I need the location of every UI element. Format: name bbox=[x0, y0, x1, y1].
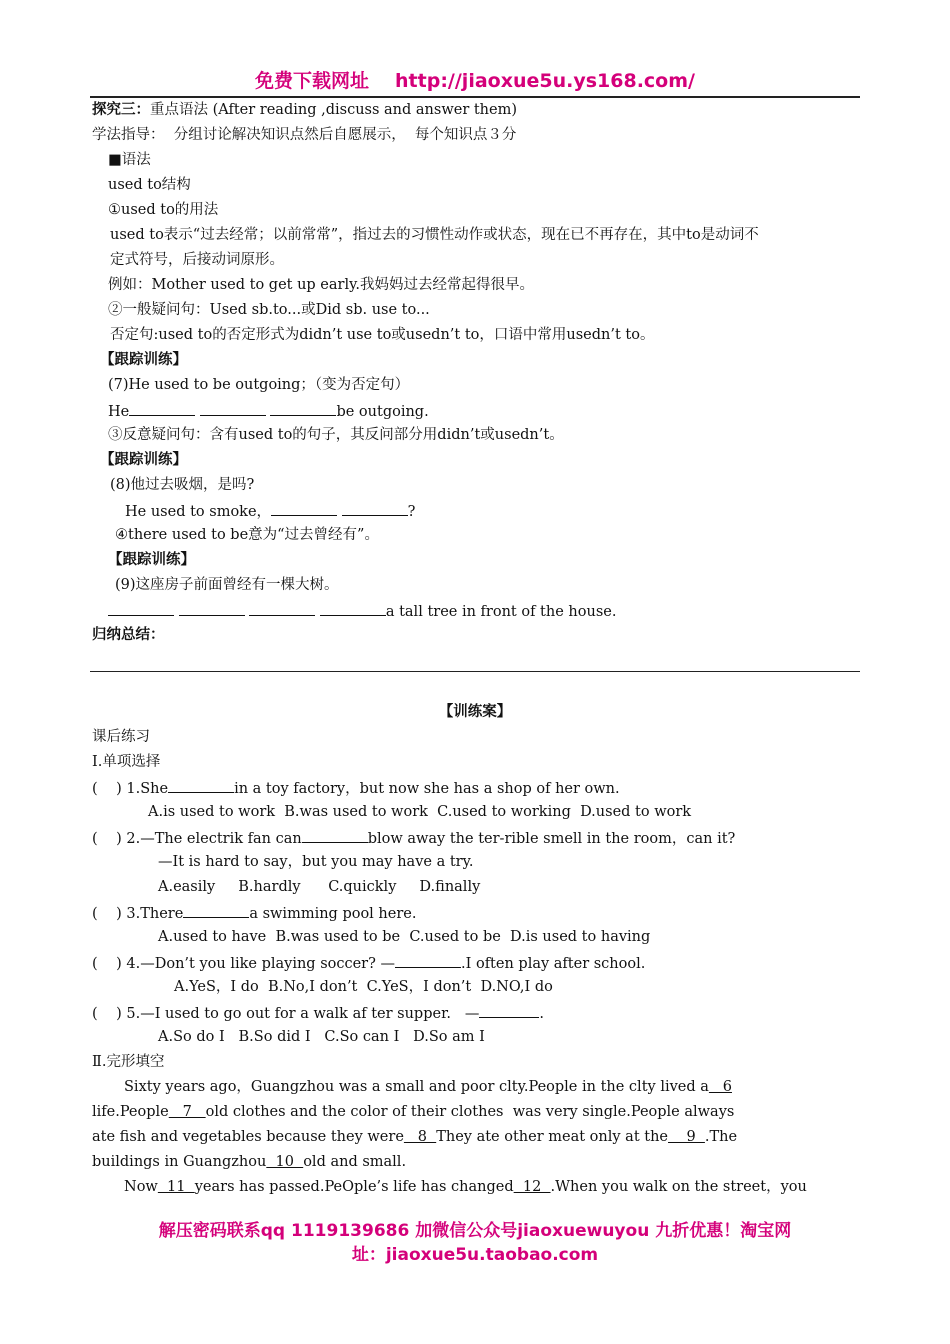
section-1-title: Ⅰ.单项选择 bbox=[92, 754, 161, 770]
footer-line-1: 解压密码联系qq 1119139686 加微信公众号jiaoxuewuyou 九折优惠！淘宝网 bbox=[158, 1221, 792, 1241]
mc-question-2: ( ) 2.—The electrik fan can blow away the ter-rible smell in the room，can it? bbox=[92, 827, 860, 847]
mc-options-4: A.YeS，I do B.No,I don’t C.YeS，I don’t D.NO,I do bbox=[174, 979, 553, 995]
header-url-link[interactable]: http://jiaoxue5u.ys168.com/ bbox=[395, 70, 695, 92]
after-class-label: 课后练习 bbox=[92, 729, 150, 745]
general-question-rule: ②一般疑问句：Used sb.to...或Did sb. use to... bbox=[108, 302, 430, 318]
cloze-line-5: Now 11 years has passed.PeOple’s life has changed 12 .When you walk on the street，you bbox=[124, 1179, 807, 1195]
usage-text-2: 定式符号，后接动词原形。 bbox=[110, 252, 284, 268]
mc-question-3: ( ) 3.There a swimming pool here. bbox=[92, 902, 860, 922]
negative-rule: 否定句:used to的否定形式为didn’t use to或usedn’t to，口语中常用usedn’t to。 bbox=[110, 327, 655, 343]
header-site-label: 免费下载网址 bbox=[255, 70, 370, 92]
mc-options-3: A.used to have B.was used to be C.used to be D.is used to having bbox=[158, 929, 651, 945]
question-9: (9)这座房子前面曾经有一棵大树。 bbox=[115, 577, 339, 593]
practice-label-3: 【跟踪训练】 bbox=[108, 552, 195, 568]
question-7: (7)He used to be outgoing；（变为否定句） bbox=[108, 377, 410, 393]
answer-7: He be outgoing. bbox=[108, 400, 860, 420]
mc-question-5: ( ) 5.—I used to go out for a walk af ter supper. — . bbox=[92, 1002, 860, 1022]
mc-options-5: A.So do I B.So did I C.So can I D.So am I bbox=[158, 1029, 485, 1045]
training-title: 【训练案】 bbox=[438, 704, 512, 720]
usage-title: ①used to的用法 bbox=[108, 202, 219, 218]
used-to-structure: used to结构 bbox=[108, 177, 191, 193]
usage-text-1: used to表示“过去经常；以前常常”，指过去的习惯性动作或状态，现在已不再存在，其中to是动词不 bbox=[110, 227, 759, 243]
question-8: (8)他过去吸烟，是吗? bbox=[110, 477, 255, 493]
mc-options-1: A.is used to work B.was used to work C.used to working D.used to work bbox=[148, 804, 692, 820]
explore-title: 探究三：重点语法 (After reading ,discuss and answer them) bbox=[92, 102, 518, 118]
page-footer bbox=[90, 1219, 860, 1267]
tag-question-rule: ③反意疑问句：含有used to的句子，其反问部分用didn’t或usedn’t。 bbox=[108, 427, 564, 443]
cloze-line-2: life.People 7 old clothes and the color of their clothes was very single.People always bbox=[92, 1104, 735, 1120]
grammar-label: ■语法 bbox=[108, 152, 151, 168]
answer-9: a tall tree in front of the house. bbox=[108, 600, 860, 620]
mc-options-2: A.easily B.hardly C.quickly D.finally bbox=[158, 879, 481, 895]
practice-label-1: 【跟踪训练】 bbox=[100, 352, 187, 368]
answer-8: He used to smoke， ? bbox=[125, 500, 860, 520]
mc-question-1: ( ) 1.She in a toy factory，but now she has a shop of her own. bbox=[92, 777, 860, 797]
footer-line-2[interactable]: 址：jiaoxue5u.taobao.com bbox=[351, 1245, 599, 1265]
cloze-line-1: Sixty years ago，Guangzhou was a small and poor clty.People in the clty lived a 6 bbox=[124, 1079, 732, 1095]
page-header bbox=[90, 66, 860, 98]
section-2-title: Ⅱ.完形填空 bbox=[92, 1054, 165, 1070]
practice-label-2: 【跟踪训练】 bbox=[100, 452, 187, 468]
there-used-to-be-rule: ④there used to be意为“过去曾经有”。 bbox=[115, 527, 379, 543]
cloze-line-4: buildings in Guangzhou 10 old and small. bbox=[92, 1154, 407, 1170]
cloze-line-3: ate fish and vegetables because they were 8 They ate other meat only at the 9 .The bbox=[92, 1129, 738, 1145]
example-sentence: 例如：Mother used to get up early.我妈妈过去经常起得很早。 bbox=[108, 277, 534, 293]
study-guide: 学法指导： 分组讨论解决知识点然后自愿展示， 每个知识点３分 bbox=[92, 127, 517, 143]
section-divider bbox=[90, 671, 860, 672]
mc-question-2-line-2: —It is hard to say，but you may have a try. bbox=[158, 854, 474, 870]
mc-question-4: ( ) 4.—Don’t you like playing soccer? — .I often play after school. bbox=[92, 952, 860, 972]
summary-label: 归纳总结： bbox=[92, 627, 165, 643]
